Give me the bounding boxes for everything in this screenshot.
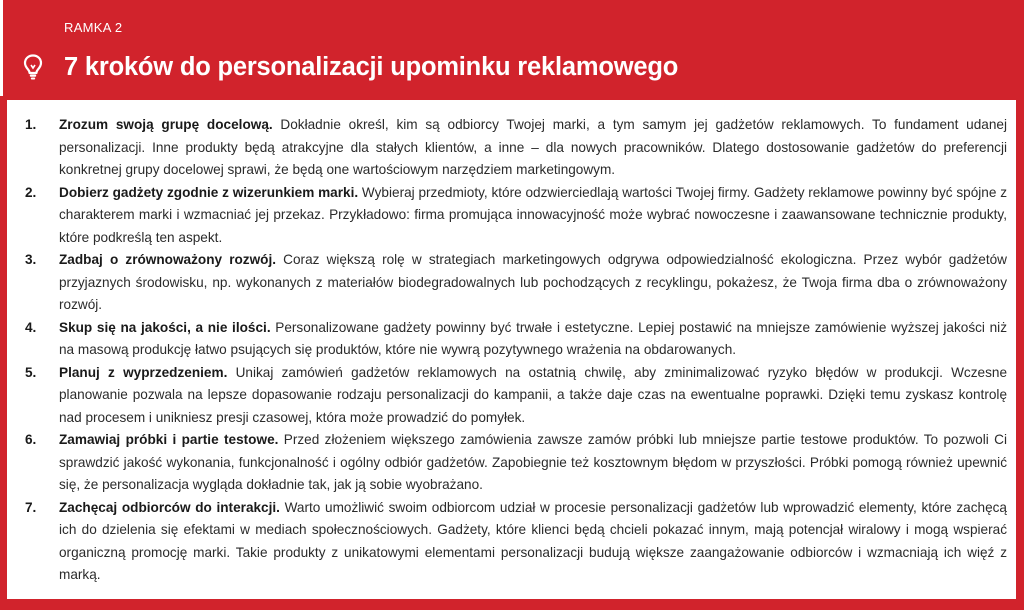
item-number: 6. [25,432,37,447]
list-item [25,249,1007,317]
item-body [59,362,1007,430]
list-item [25,429,1007,497]
item-body [59,317,1007,362]
lightbulb-icon [22,53,44,81]
item-heading: Zrozum swoją grupę docelową. [59,117,273,132]
item-body [59,182,1007,250]
steps-list [25,114,1007,587]
item-heading: Zadbaj o zrównoważony rozwój. [59,252,277,267]
item-text: Wybieraj przedmioty, które odzwierciedlają wartości Twojej firmy. Gadżety reklamowe powinny być spójne z charakterem marki i wzmacniać jej przekaz. Przykładowo: firma promująca innowacyjność może wybrać nowoczesne i zaawansowane technicznie produkty, które podkreślą ten aspekt. [59,184,1007,245]
item-number: 1. [25,117,37,132]
item-body [59,114,1007,182]
item-text: Personalizowane gadżety powinny być trwałe i estetyczne. Lepiej postawić na mniejsze zamówienie wyższej jakości niż na masową produkcję łatwo psujących się produktów, które nie wywrą pozytywnego wrażenia na obdarowanych. [59,319,1007,357]
item-number: 3. [25,252,37,267]
item-body [59,249,1007,317]
list-item [25,182,1007,250]
item-heading: Skup się na jakości, a nie ilości. [59,319,271,335]
item-text: Warto umożliwić swoim odbiorcom udział w procesie personalizacji gadżetów lub wprowadzić elementy, które zachęcą ich do dzielenia się efektami w mediach społecznościowych. Gadżety, które klienci będą chcieli pokazać innym, mają potencjał wiralowy i mogą wspierać organiczną promocję marki. Takie produkty z unikatowymi elementami personalizacji budują większe zaangażowanie odbiorców i wzmacniają ich więź z marką. [59,499,1007,582]
box-title: 7 kroków do personalizacji upominku reklamowego [64,52,679,81]
list-item [25,317,1007,362]
item-heading: Zachęcaj odbiorców do interakcji. [59,499,280,515]
item-text: Dokładnie określ, kim są odbiorcy Twojej marki, a tym samym jej gadżetów reklamowych. To fundament udanej personalizacji. Inne produkty będą atrakcyjne dla stałych klientów, a inne – dla nowych pracowników. Dlatego dostosowanie gadżetów do preferencji konkretnej grupy docelowej sprawi, że będą one wartościowym narzędziem marketingowym. [59,117,1007,177]
item-body [59,497,1007,587]
item-heading: Planuj z wyprzedzeniem. [59,364,228,380]
item-number: 7. [25,499,37,515]
item-body [59,429,1007,497]
item-number: 5. [25,364,37,380]
item-number: 2. [25,184,37,200]
list-item [25,114,1007,182]
list-item [25,497,1007,587]
item-text: Coraz większą rolę w strategiach marketingowych odgrywa odpowiedzialność ekologiczna. Przez wybór gadżetów przyjaznych środowisku, np. wykonanych z materiałów biodegradowalnych lub pochodzących z recyklingu, pokażesz, że Twoja firma dba o zrównoważony rozwój. [59,252,1007,312]
frame-edge [0,0,3,96]
item-heading: Zamawiaj próbki i partie testowe. [59,432,279,447]
content-panel [7,100,1016,599]
item-text: Unikaj zamówień gadżetów reklamowych na ostatnią chwilę, aby zminimalizować ryzyko błędów w produkcji. Wczesne planowanie pozwala na lepsze dopasowanie rodzaju personalizacji do kampanii, a także daje czas na ewentualne poprawki. Dzięki temu zyskasz kontrolę nad procesem i unikniesz presji czasowej, która może prowadzić do pomyłek. [59,364,1007,425]
list-item [25,362,1007,430]
item-text: Przed złożeniem większego zamówienia zawsze zamów próbki lub mniejsze partie testowe produktów. To pozwoli Ci sprawdzić jakość wykonania, funkcjonalność i ogólny odbiór gadżetów. Zapobiegnie też kosztownym błędom w przyszłości. Próbki pomogą również upewnić się, że personalizacja wygląda dokładnie tak, jak ją sobie wyobrażano. [59,432,1007,492]
box-header [22,50,678,84]
box-label: RAMKA 2 [64,20,123,35]
item-heading: Dobierz gadżety zgodnie z wizerunkiem marki. [59,184,359,200]
item-number: 4. [25,319,37,335]
